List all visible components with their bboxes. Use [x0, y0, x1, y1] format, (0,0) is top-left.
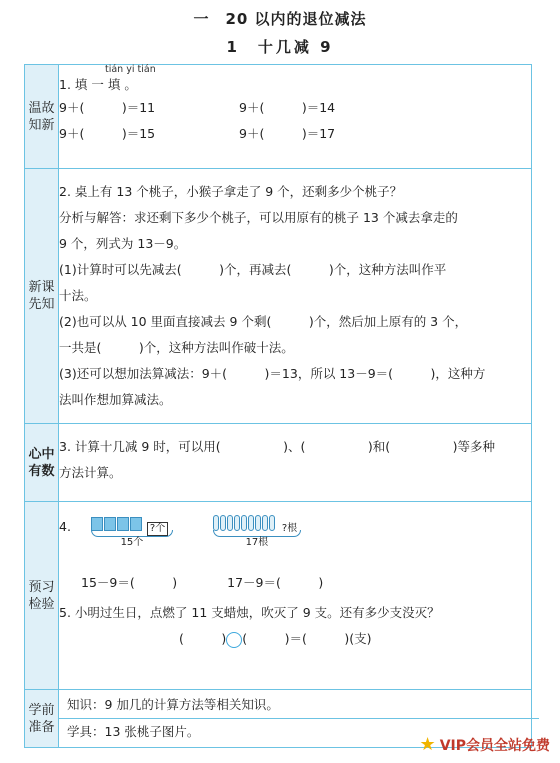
section-label: 学前准备	[25, 690, 59, 748]
q2-line: 9 个，列式为 13－9。	[59, 236, 187, 251]
q4-figures	[59, 514, 531, 562]
stick-icon	[241, 515, 247, 531]
q1-item[interactable]: 9＋( )＝14	[239, 100, 336, 115]
q1-stem: 1. 填 一 填 。	[59, 77, 137, 92]
section-label: 心中有数	[25, 424, 59, 502]
unknown-label: ?根	[281, 523, 298, 534]
peach-icon	[91, 517, 103, 531]
pinyin: tián yi tián	[105, 64, 156, 75]
stick-figure	[213, 514, 301, 549]
q1-item[interactable]: 9＋( )＝11	[59, 100, 156, 115]
stick-icon	[220, 515, 226, 531]
calc-1[interactable]: 15－9＝( )	[81, 575, 178, 590]
stick-icon	[269, 515, 275, 531]
q3-block	[59, 424, 532, 502]
unknown-box: ?个	[147, 522, 168, 536]
q1-item[interactable]: 9＋( )＝15	[59, 126, 156, 141]
q1-row	[59, 95, 531, 121]
vip-watermark: ★ VIP会员全站免费	[419, 734, 550, 755]
chapter-title: 一 20 以内的退位减法	[193, 10, 367, 28]
fig-count: 15个	[120, 537, 144, 548]
peach-icon	[117, 517, 129, 531]
q5-blank[interactable]: ( )	[179, 631, 227, 646]
peach-figure	[91, 514, 173, 549]
fig-count: 17根	[245, 537, 269, 548]
prep-tools: 学具：13 张桃子图片。	[67, 724, 200, 739]
calc-2[interactable]: 17－9＝( )	[227, 575, 324, 590]
q2-line[interactable]: 一共是( )个，这种方法叫作破十法。	[59, 340, 294, 355]
q1-item[interactable]: 9＋( )＝17	[239, 126, 336, 141]
q2-line: 分析与解答：求还剩下多少个桃子，可以用原有的桃子 13 个减去拿走的	[59, 210, 458, 225]
q2-line: 2. 桌上有 13 个桃子，小猴子拿走了 9 个，还剩多少个桃子？	[59, 184, 403, 199]
section-label: 温故知新	[25, 65, 59, 169]
q3-line: 方法计算。	[59, 465, 122, 480]
q2-line: 法叫作想加算减法。	[59, 392, 172, 407]
operator-circle[interactable]	[226, 632, 242, 648]
section-label: 预习检验	[25, 502, 59, 690]
q5-equation	[59, 626, 531, 652]
lesson-title: 1 十几减 9	[226, 38, 334, 56]
stick-icon	[248, 515, 254, 531]
q4-q5-block	[59, 502, 532, 690]
peach-icon	[104, 517, 116, 531]
stick-icon	[234, 515, 240, 531]
stick-icon	[255, 515, 261, 531]
stick-icon	[213, 515, 219, 531]
q4-calcs	[59, 570, 531, 596]
star-icon: ★	[419, 734, 436, 755]
q4-label: 4.	[59, 519, 71, 534]
stick-icon	[227, 515, 233, 531]
q2-block	[59, 169, 532, 424]
q1-block	[59, 65, 532, 169]
q1-row	[59, 121, 531, 147]
q2-line[interactable]: (1)计算时可以先减去( )个，再减去( )个，这种方法叫作平	[59, 262, 447, 277]
q5-stem: 5. 小明过生日，点燃了 11 支蜡烛，吹灭了 9 支。还有多少支没灭？	[59, 605, 440, 620]
q2-line[interactable]: (2)也可以从 10 里面直接减去 9 个剩( )个，然后加上原有的 3 个，	[59, 314, 468, 329]
peach-icon	[130, 517, 142, 531]
q5-blank[interactable]: ( )＝( )(支)	[242, 631, 372, 646]
prep-knowledge: 知识：9 加几的计算方法等相关知识。	[59, 692, 539, 719]
stick-icon	[262, 515, 268, 531]
worksheet-table	[24, 64, 532, 748]
q2-line[interactable]: (3)还可以想加法算减法：9＋( )＝13，所以 13－9＝( )，这种方	[59, 366, 486, 381]
q2-line: 十法。	[59, 288, 97, 303]
q3-line[interactable]: 3. 计算十几减 9 时，可以用( )、( )和( )等多种	[59, 439, 496, 454]
section-label: 新课先知	[25, 169, 59, 424]
